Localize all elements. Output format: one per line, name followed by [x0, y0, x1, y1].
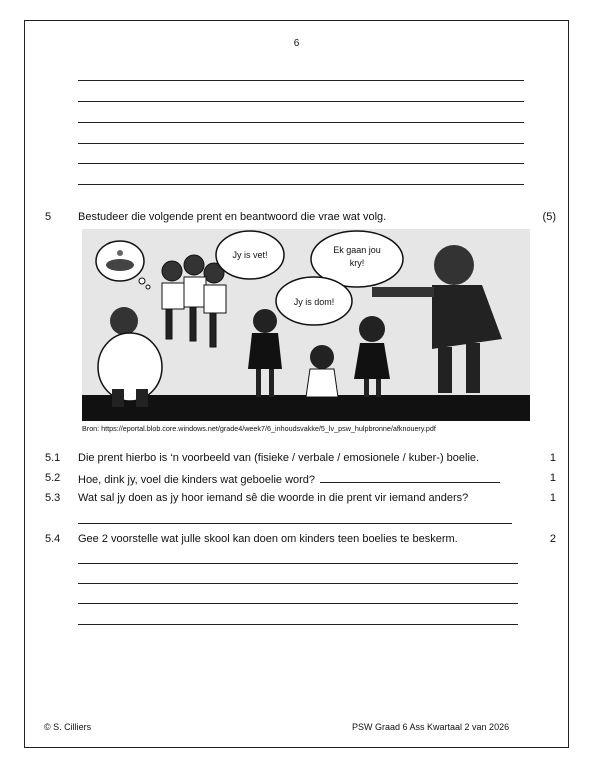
subquestion-text: Wat sal jy doen as jy hoor iemand sê die woorde in die prent vir iemand anders?	[78, 492, 469, 504]
question-text: Bestudeer die volgende prent en beantwoord die vrae wat volg.	[78, 211, 387, 223]
laughing-children-figure	[162, 255, 226, 347]
subquestion-number: 5.1	[45, 452, 61, 464]
answer-line	[78, 163, 524, 164]
subquestion-text: Hoe, dink jy, voel die kinders wat geboelie word?	[78, 474, 316, 486]
answer-line	[78, 184, 524, 185]
answer-line	[78, 122, 524, 123]
speech-bubble-2-text-1: Ek gaan jou	[333, 245, 381, 255]
subquestion-marks: 1	[549, 492, 556, 504]
answer-line	[78, 603, 518, 604]
answer-line	[78, 624, 518, 625]
answer-line	[78, 101, 524, 102]
sad-child-figure	[306, 345, 338, 397]
answer-line	[78, 563, 518, 564]
answer-line	[78, 80, 524, 81]
speech-bubble-3	[276, 277, 352, 325]
subquestion-number: 5.2	[45, 472, 61, 484]
answer-line	[320, 472, 500, 483]
page-number: 6	[293, 38, 300, 49]
image-source: Bron: https://eportal.blob.core.windows.net/grade4/week7/6_inhoudsvakke/5_lv_psw_hulpbronne/afknouery.pdf	[82, 424, 436, 433]
speech-bubble-3-text: Jy is dom!	[293, 297, 335, 307]
question-number: 5	[45, 211, 52, 223]
footer-document-info: PSW Graad 6 Ass Kwartaal 2 van 2026	[352, 722, 510, 732]
answer-line	[78, 523, 512, 524]
bullying-cartoon	[82, 229, 530, 421]
question-marks: (5)	[542, 211, 556, 223]
speech-bubble-1-text: Jy is vet!	[232, 250, 268, 260]
footer-author: © S. Cilliers	[44, 722, 92, 732]
speech-bubble-2-text-2: kry!	[349, 258, 365, 268]
answer-line	[78, 583, 518, 584]
subquestion-marks: 2	[549, 533, 556, 545]
speech-bubble-1	[216, 231, 284, 279]
subquestion-row	[78, 472, 500, 486]
subquestion-text: Die prent hierbo is ‘n voorbeeld van (fisieke / verbale / emosionele / kuber-) boelie.	[78, 452, 480, 464]
subquestion-number: 5.3	[45, 492, 61, 504]
answer-line	[78, 143, 524, 144]
subquestion-text: Gee 2 voorstelle wat julle skool kan doen om kinders teen boelies te beskerm.	[78, 533, 458, 545]
subquestion-number: 5.4	[45, 533, 61, 545]
subquestion-marks: 1	[549, 452, 556, 464]
subquestion-marks: 1	[549, 472, 556, 484]
